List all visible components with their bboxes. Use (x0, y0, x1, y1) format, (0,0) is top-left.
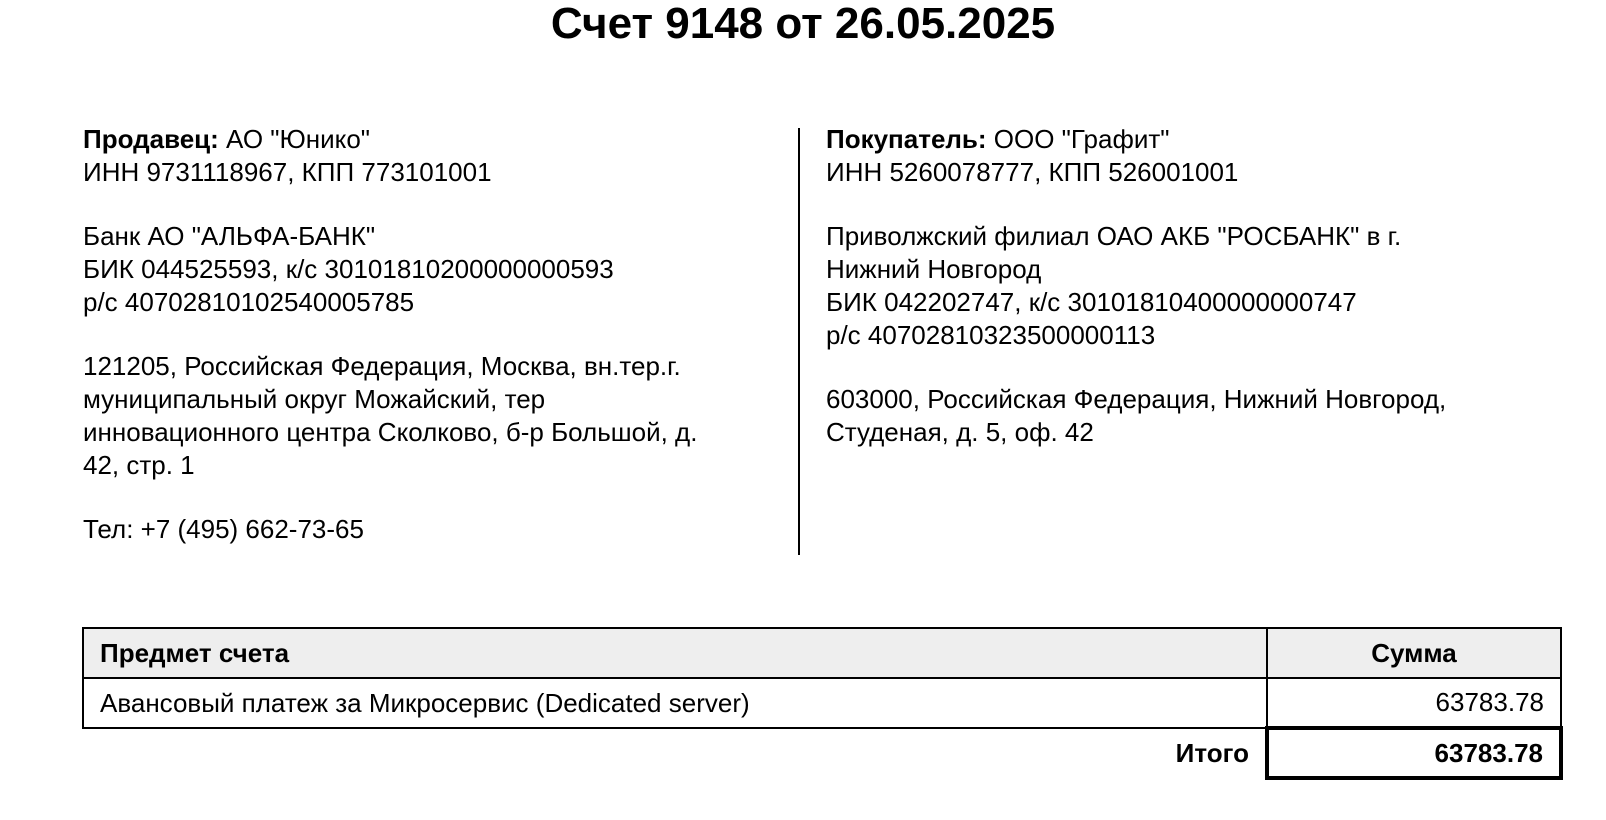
seller-address-line: муниципальный округ Можайский, тер (83, 384, 546, 414)
seller-bik-ks: БИК 044525593, к/с 30101810200000000593 (83, 254, 614, 284)
seller-inn-kpp: ИНН 9731118967, КПП 773101001 (83, 157, 492, 187)
seller-address-line: 121205, Российская Федерация, Москва, вн.тер.г. (83, 351, 681, 381)
seller-name-line (83, 123, 783, 156)
invoice-items-table (82, 627, 1563, 780)
seller-address-line: 42, стр. 1 (83, 450, 195, 480)
seller-label: Продавец: (83, 124, 219, 154)
buyer-rs: р/с 40702810323500000113 (826, 320, 1156, 350)
seller-rs: р/с 40702810102540005785 (83, 287, 415, 317)
row-subject: Авансовый платеж за Микросервис (Dedicated server) (83, 678, 1267, 728)
buyer-bik-ks: БИК 042202747, к/с 30101810400000000747 (826, 287, 1357, 317)
buyer-block (826, 123, 1566, 449)
row-amount: 63783.78 (1267, 678, 1561, 728)
seller-bank: Банк АО "АЛЬФА-БАНК" (83, 221, 376, 251)
buyer-name-line (826, 123, 1566, 156)
buyer-inn-kpp: ИНН 5260078777, КПП 526001001 (826, 157, 1239, 187)
party-divider (798, 128, 800, 555)
table-row (83, 678, 1561, 728)
seller-block (83, 123, 783, 546)
buyer-bank-line: Приволжский филиал ОАО АКБ "РОСБАНК" в г. (826, 221, 1402, 251)
header-subject: Предмет счета (83, 628, 1267, 678)
seller-phone: Тел: +7 (495) 662-73-65 (83, 514, 364, 544)
buyer-bank-line: Нижний Новгород (826, 254, 1042, 284)
header-amount: Сумма (1267, 628, 1561, 678)
table-header-row (83, 628, 1561, 678)
buyer-address-line: Студеная, д. 5, оф. 42 (826, 417, 1094, 447)
total-row (83, 728, 1561, 778)
buyer-name: ООО "Графит" (986, 124, 1170, 154)
buyer-label: Покупатель: (826, 124, 987, 154)
total-label: Итого (1175, 738, 1249, 768)
total-value: 63783.78 (1267, 728, 1561, 778)
seller-address-line: инновационного центра Сколково, б-р Большой, д. (83, 417, 698, 447)
invoice-title: Счет 9148 от 26.05.2025 (550, 0, 1056, 48)
buyer-address-line: 603000, Российская Федерация, Нижний Новгород, (826, 384, 1447, 414)
seller-name: АО "Юнико" (218, 124, 371, 154)
